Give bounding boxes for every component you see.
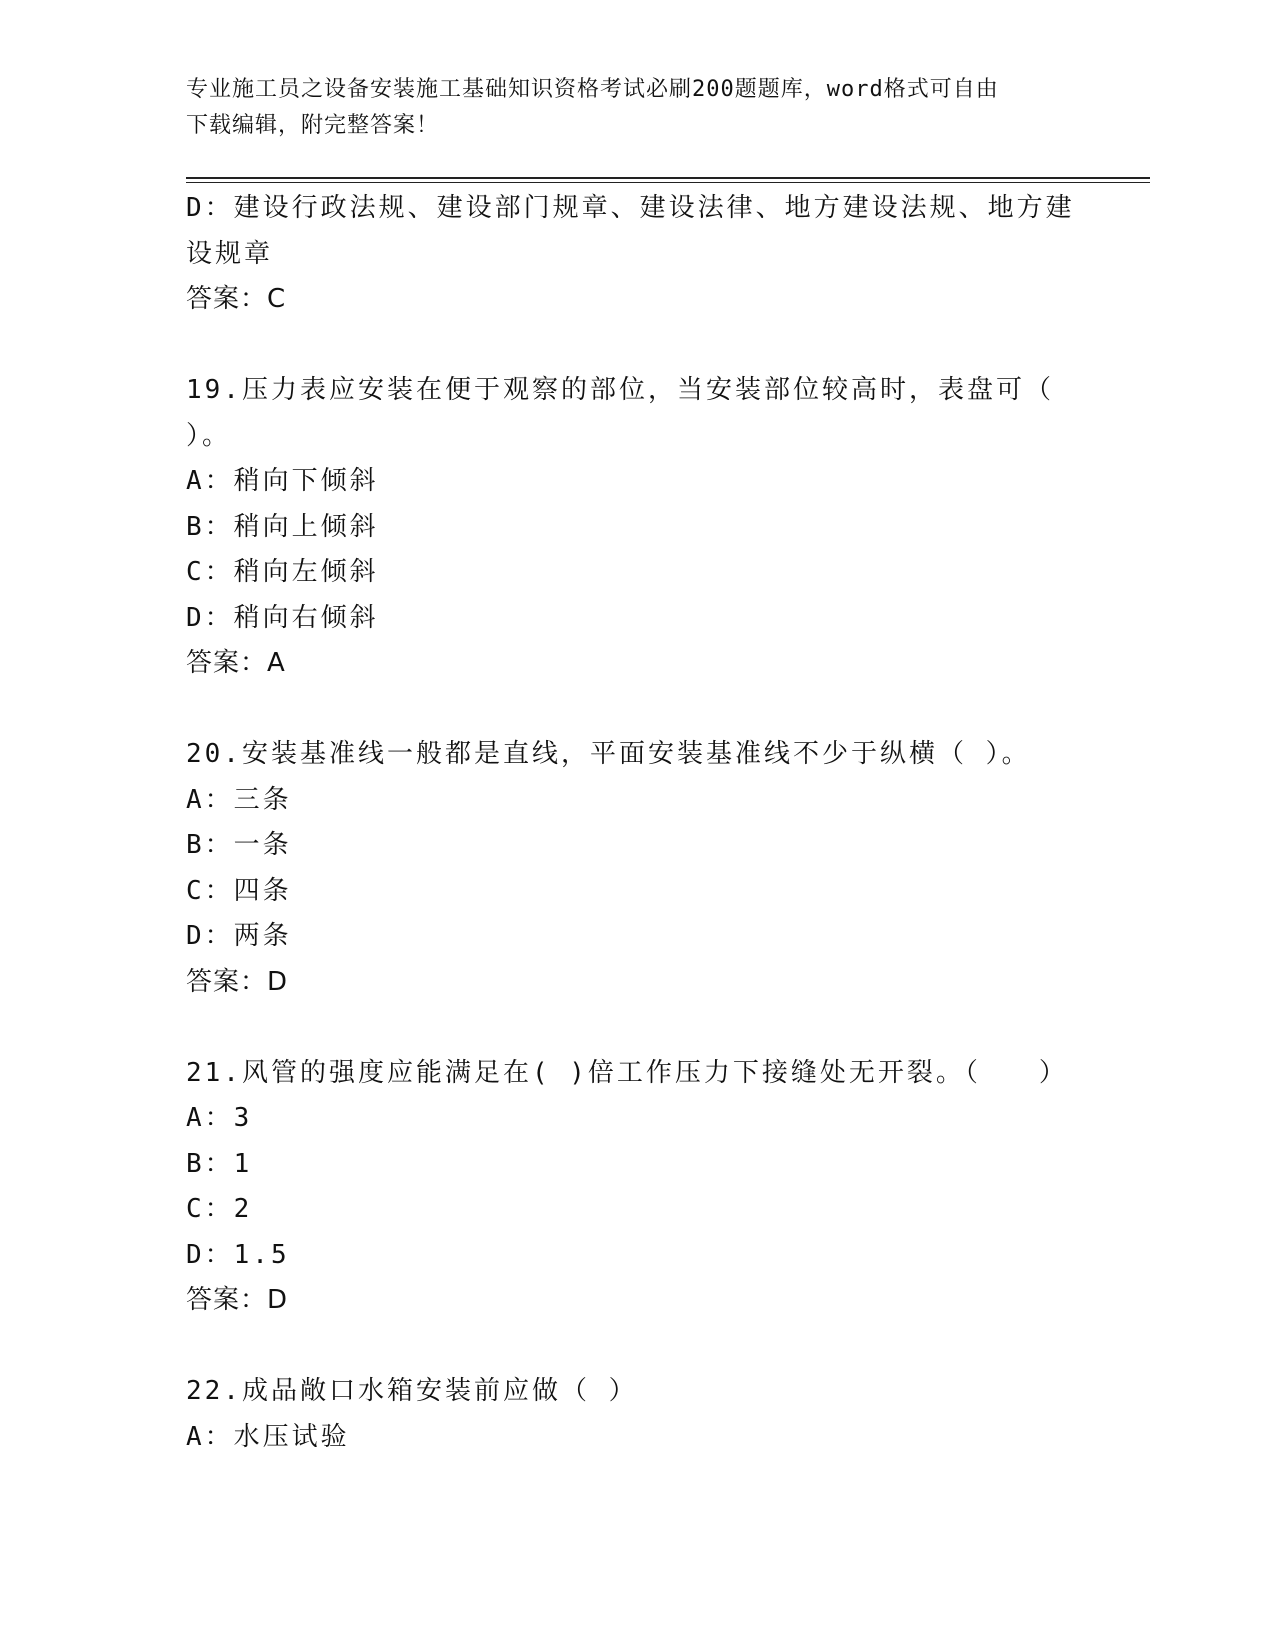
- option-a: A：水压试验: [186, 1421, 350, 1452]
- option-c: C：稍向左倾斜: [186, 557, 379, 587]
- option-a: A：三条: [186, 784, 292, 815]
- question-20: [186, 732, 1086, 1005]
- question-text: 22.成品敞口水箱安装前应做（ ）: [186, 1376, 638, 1406]
- spacer: [186, 687, 1086, 733]
- option-b: B：稍向上倾斜: [186, 511, 379, 542]
- option-c: C：2: [186, 1194, 253, 1224]
- option-a: A：3: [186, 1103, 253, 1133]
- question-text: 19.压力表应安装在便于观察的部位，当安装部位较高时，表盘可（: [186, 375, 1054, 405]
- question-text: 21.风管的强度应能满足在( )倍工作压力下接缝处无开裂。（ ）: [186, 1057, 1068, 1088]
- question-18-tail: [186, 186, 1086, 323]
- document-header: [186, 72, 1066, 144]
- spacer: [186, 1005, 1086, 1051]
- question-19: [186, 368, 1086, 687]
- document-body: [186, 186, 1086, 1460]
- question-text-continued: ）。: [186, 420, 232, 451]
- option-d: D：稍向右倾斜: [186, 602, 379, 633]
- option-c: C：四条: [186, 875, 292, 906]
- header-title-line-2: 下载编辑，附完整答案！: [186, 113, 440, 138]
- option-d: D：两条: [186, 921, 292, 951]
- answer: 答案：D: [186, 966, 289, 997]
- question-21: [186, 1051, 1086, 1324]
- answer: 答案：C: [186, 284, 287, 314]
- header-title-line-1: 专业施工员之设备安装施工基础知识资格考试必刷200题题库，word格式可自由: [186, 77, 999, 102]
- answer: 答案：A: [186, 648, 286, 678]
- header-divider-thin: [186, 182, 1150, 183]
- question-text: 20.安装基准线一般都是直线，平面安装基准线不少于纵横（ ）。: [186, 739, 1031, 769]
- spacer: [186, 323, 1086, 369]
- option-b: B：一条: [186, 830, 292, 860]
- option-d-continued: 设规章: [186, 238, 274, 269]
- spacer: [186, 1324, 1086, 1370]
- question-22: [186, 1369, 1086, 1460]
- option-a: A：稍向下倾斜: [186, 466, 379, 496]
- header-divider-thick: [186, 177, 1150, 179]
- option-d: D：建设行政法规、建设部门规章、建设法律、地方建设法规、地方建: [186, 193, 1075, 223]
- option-d: D：1.5: [186, 1239, 290, 1270]
- option-b: B：1: [186, 1148, 253, 1179]
- answer: 答案：D: [186, 1285, 289, 1315]
